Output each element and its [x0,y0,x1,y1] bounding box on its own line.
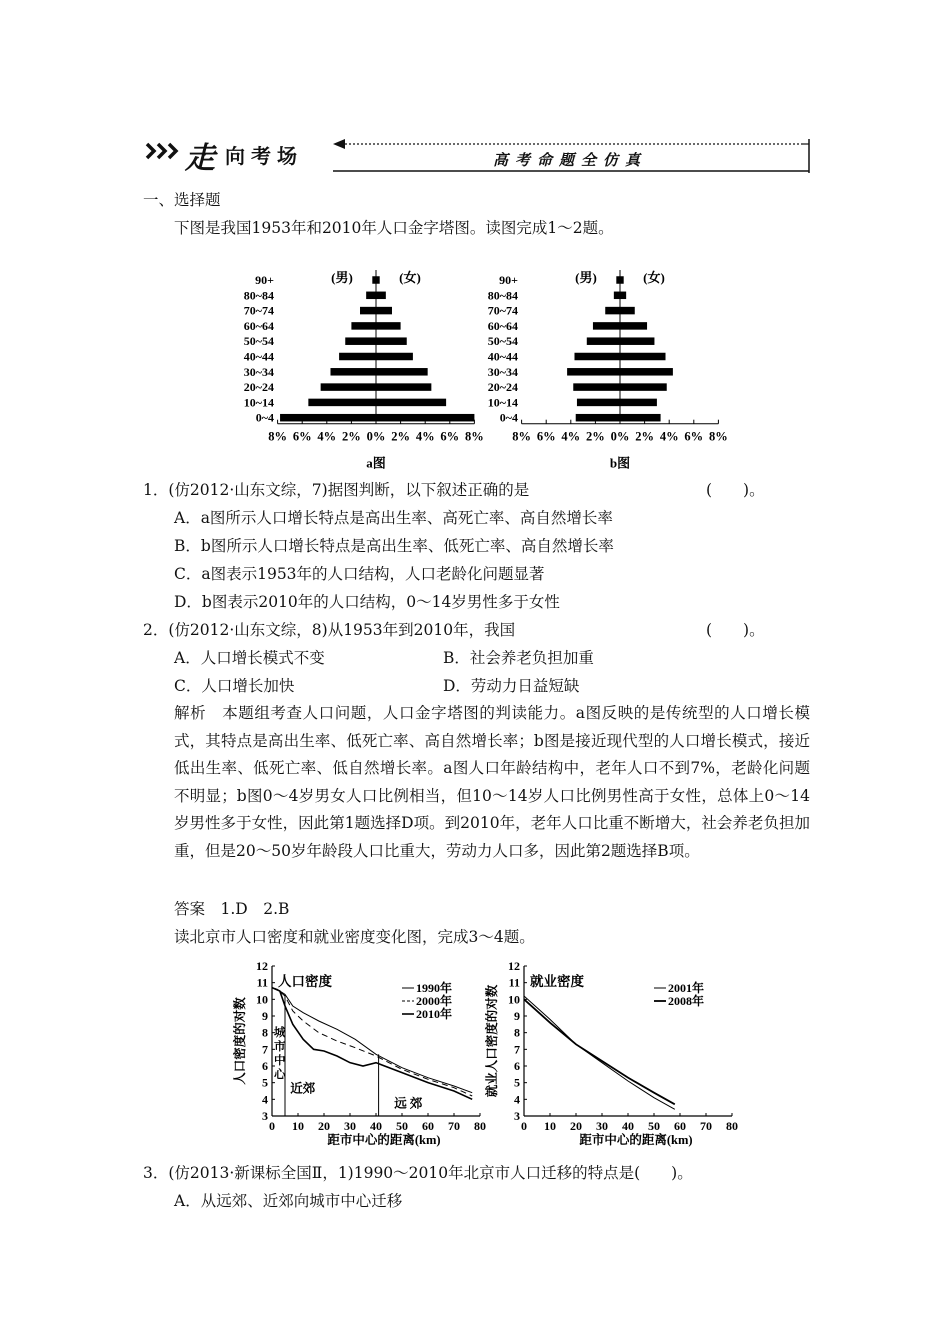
pyramid-b-age-label: 20~24 [487,380,518,395]
pyramid-b-male-bar [577,399,620,407]
job-density-y-tick-label: 3 [514,1109,520,1123]
pop-density-y-tick-label: 4 [262,1092,268,1107]
pyramid-b-male-bar [576,414,620,422]
pyramid-a-male-bar [351,322,376,330]
pyramid-b-tick-label: 2% [635,429,654,444]
job-density-legend-label: 2008年 [668,994,705,1008]
pyramid-a-male-bar [308,399,376,407]
pyramid-b-age-label: 50~54 [487,334,518,349]
pyramid-b-female-bar [620,353,666,361]
pyramid-b-female-bar [620,399,657,407]
pop-density-y-label: 人口密度的对数 [233,997,247,1085]
pyramid-a-male-label: (男) [331,270,353,285]
pyramid-a-male-bar [372,276,376,284]
pyramid-a-age-label: 30~34 [243,364,274,379]
q2-option-d[interactable]: D．劳动力日益短缺 [443,677,580,695]
job-density-y-tick-label: 7 [514,1042,520,1057]
pyramid-a-female-bar [376,368,428,376]
pyramid-a-age-label: 60~64 [243,318,274,333]
banner-title: 向考场 [225,144,303,168]
q3-option-a[interactable]: A．从远郊、近郊向城市中心迁移 [174,1192,403,1210]
pyramid-b-female-bar [620,368,673,376]
pop-density-y-tick-label: 5 [262,1075,268,1090]
pyramid-b-male-bar [593,322,620,330]
pyramid-b-male-label: (男) [575,270,597,285]
pyramid-a-female-bar [376,292,386,300]
pyramid-b-female-label: (女) [643,270,665,285]
pyramid-a-age-label: 80~84 [243,288,274,303]
pyramid-b-age-label: 10~14 [487,395,518,410]
pyramid-a-tick-label: 4% [317,429,337,444]
section-banner [143,133,823,181]
job-density-title: 就业密度 [530,974,584,989]
pop-density-y-tick-label: 7 [262,1042,268,1057]
q3-stem: 3．(仿2013·新课标全国Ⅱ，1)1990～2010年北京市人口迁移的特点是( )。 [143,1164,693,1182]
pyramid-b-tick-label: 4% [561,429,581,444]
pop-density-legend-label: 2010年 [416,1007,453,1021]
pyramid-a-male-bar [339,353,376,361]
q1-option-a[interactable]: A．a图所示人口增长特点是高出生率、高死亡率、高自然增长率 [174,509,613,527]
job-density-legend-label: 2001年 [668,981,705,995]
pyramid-a-female-bar [376,276,380,284]
q1-answer-bracket[interactable]: ( )。 [706,481,765,499]
pyramid-b-female-bar [620,383,667,391]
pop-density-y-tick-label: 9 [262,1009,268,1023]
pop-density-y-tick-label: 3 [262,1109,268,1123]
pop-density-x-tick-label: 60 [422,1119,434,1133]
pop-density-y-tick-label: 6 [262,1059,268,1073]
pyramid-b-age-label: 60~64 [487,318,518,333]
banner-subtitle: 高考命题全仿真 [493,151,648,169]
banner-chevrons-icon [145,141,185,161]
pyramid-a-age-label: 40~44 [243,349,274,364]
pyramid-b-female-bar [620,322,647,330]
pop-density-x-tick-label: 80 [474,1119,486,1133]
pop-density-x-tick-label: 10 [292,1119,304,1133]
employment-density-chart [484,959,738,1147]
pop-density-x-tick-label: 50 [396,1119,408,1133]
job-density-y-tick-label: 4 [514,1092,520,1107]
pyramid-b-male-bar [567,368,620,376]
pyramid-b-female-bar [620,292,626,300]
pyramid-b-female-bar [620,414,661,422]
job-density-x-tick-label: 50 [648,1119,660,1133]
pyramid-b-caption: b图 [609,455,631,471]
job-density-x-label: 距市中心的距离(km) [579,1133,693,1147]
job-density-y-tick-label: 10 [508,992,520,1007]
pyramid-a-female-bar [376,307,392,315]
pop-density-x-tick-label: 30 [344,1119,356,1133]
pyramid-a-age-label: 50~54 [243,334,274,349]
pyramid-b-male-bar [573,383,620,391]
population-density-chart [232,959,486,1147]
job-density-x-tick-label: 70 [700,1119,712,1133]
job-density-y-tick-label: 11 [508,975,520,990]
pyramid-b [488,270,728,471]
pyramid-a-tick-label: 4% [415,429,435,444]
pop-density-annotation-near: 近郊 [290,1081,316,1096]
q1-option-c[interactable]: C．a图表示1953年的人口结构，人口老龄化问题显著 [174,565,545,583]
pyramid-b-male-bar [616,276,620,284]
job-density-x-tick-label: 60 [674,1119,686,1133]
pyramid-a-male-bar [321,383,376,391]
pyramid-a-female-bar [376,353,413,361]
pop-density-y-tick-label: 10 [256,992,268,1007]
pyramid-a-tick-label: 8% [465,429,484,444]
banner-title-char: 走 [185,141,215,176]
pyramid-a-age-label: 0~4 [255,410,274,425]
pop-density-annotation-center: 中 [274,1055,286,1067]
job-density-y-tick-label: 12 [508,959,520,973]
pyramid-b-tick-label: 2% [586,429,605,444]
q2-option-c[interactable]: C．人口增长加快 [174,677,295,695]
pop-density-title: 人口密度 [278,974,332,989]
pyramid-b-male-bar [605,307,620,315]
pyramid-a-female-bar [376,322,401,330]
pyramid-b-age-label: 90+ [499,273,518,287]
pyramid-a-female-bar [376,399,446,407]
job-density-x-tick-label: 10 [544,1119,556,1133]
job-density-y-tick-label: 8 [514,1025,520,1040]
q2-option-a[interactable]: A．人口增长模式不变 [174,649,325,667]
pyramid-b-age-label: 80~84 [487,288,518,303]
pyramid-b-male-bar [587,337,620,345]
pyramid-a-tick-label: 2% [391,429,410,444]
pop-density-legend-label: 1990年 [416,981,453,995]
pyramid-a-tick-label: 0% [366,429,386,444]
pyramid-a-caption: a图 [366,455,386,471]
pyramid-a-male-bar [330,368,376,376]
pyramid-a-age-label: 10~14 [243,395,274,410]
pop-density-y-tick-label: 8 [262,1025,268,1040]
pop-density-x-tick-label: 0 [269,1119,275,1133]
job-density-x-tick-label: 80 [726,1119,738,1133]
pop-density-annotation-center: 市 [274,1041,286,1053]
pyramid-b-tick-label: 6% [536,429,556,444]
pop-density-annotation-far: 远 郊 [394,1096,423,1111]
answer-line: 答案 1.D 2.B [174,900,290,918]
job-density-x-tick-label: 0 [521,1119,527,1133]
job-density-y-tick-label: 5 [514,1075,520,1090]
pyramid-a [244,270,484,471]
pop-density-x-tick-label: 20 [318,1119,330,1133]
pyramid-b-male-bar [614,292,620,300]
pyramid-a-female-bar [376,383,431,391]
q1-option-b[interactable]: B．b图所示人口增长特点是高出生率、低死亡率、高自然增长率 [174,537,614,555]
pyramid-a-tick-label: 2% [342,429,361,444]
pyramid-a-age-label: 70~74 [243,303,274,318]
pop-density-x-tick-label: 40 [370,1119,382,1133]
pop-density-legend-label: 2000年 [416,994,453,1008]
pyramid-a-female-bar [376,337,407,345]
job-density-y-label: 就业人口密度的对数 [485,984,499,1098]
pop-density-y-tick-label: 12 [256,959,268,973]
pyramid-b-tick-label: 4% [659,429,679,444]
q1-stem: 1．(仿2012·山东文综，7)据图判断，以下叙述正确的是 [143,481,530,499]
pyramid-b-age-label: 30~34 [487,364,518,379]
pyramid-a-age-label: 90+ [255,273,274,287]
job-density-x-tick-label: 20 [570,1119,582,1133]
analysis-text: 解析 本题组考查人口问题，人口金字塔图的判读能力。a图反映的是传统型的人口增长模式，其特点是高出生率、低死亡率、高自然增长率；b图是接近现代型的人口增长模式，接近低出生率、低死亡率、低自然增长率。a图人口年龄结构中，老年人口不到7%，老龄化问题不明显；b图0～4岁男女人口比例相当，但10～14岁人口比例男性高于女性，总体上0～14岁男性多于女性，因此第1题选择D项。到2010年，老年人口比重不断增大，社会养老负担加重，但是20～50岁年龄段人口比重大，劳动力人口多，因此第2题选择B项。 [174,704,810,860]
pyramid-b-female-bar [620,337,654,345]
intro-text: 下图是我国1953年和2010年人口金字塔图。读图完成1～2题。 [174,219,614,237]
pyramid-b-tick-label: 8% [512,429,531,444]
population-pyramids [230,262,740,474]
pyramid-b-female-bar [620,307,635,315]
pop-density-y-tick-label: 11 [256,975,268,990]
job-density-y-tick-label: 6 [514,1059,520,1073]
pyramid-a-male-bar [345,337,376,345]
job-density-y-tick-label: 9 [514,1009,520,1023]
job-density-x-tick-label: 40 [622,1119,634,1133]
pyramid-b-age-label: 40~44 [487,349,518,364]
pyramid-a-tick-label: 8% [268,429,287,444]
pyramid-b-female-bar [620,276,624,284]
pop-density-annotation-center: 心 [274,1069,286,1081]
pyramid-a-male-bar [366,292,376,300]
pyramid-b-age-label: 70~74 [487,303,518,318]
density-charts [232,958,752,1153]
pyramid-a-male-bar [360,307,376,315]
pyramid-b-male-bar [574,353,620,361]
pyramid-a-male-bar [280,414,376,422]
pyramid-a-tick-label: 6% [292,429,312,444]
q2-answer-bracket[interactable]: ( )。 [706,621,765,639]
q2-stem: 2．(仿2012·山东文综，8)从1953年到2010年，我国 [143,621,516,639]
pyramid-b-tick-label: 8% [709,429,728,444]
pyramid-b-tick-label: 0% [610,429,630,444]
pyramid-a-age-label: 20~24 [243,380,274,395]
q2-option-b[interactable]: B．社会养老负担加重 [443,649,594,667]
intro-text-2: 读北京市人口密度和就业密度变化图，完成3～4题。 [174,928,535,946]
pop-density-x-tick-label: 70 [448,1119,460,1133]
pyramid-a-female-label: (女) [399,270,421,285]
pyramid-b-tick-label: 6% [684,429,704,444]
pop-density-x-label: 距市中心的距离(km) [327,1133,441,1147]
q1-option-d[interactable]: D．b图表示2010年的人口结构，0～14岁男性多于女性 [174,593,560,611]
pyramid-a-tick-label: 6% [440,429,460,444]
job-density-series-line [524,999,675,1104]
pyramid-b-age-label: 0~4 [499,410,518,425]
job-density-x-tick-label: 30 [596,1119,608,1133]
section-heading: 一、选择题 [143,191,221,209]
pop-density-annotation-center: 城 [274,1027,286,1039]
